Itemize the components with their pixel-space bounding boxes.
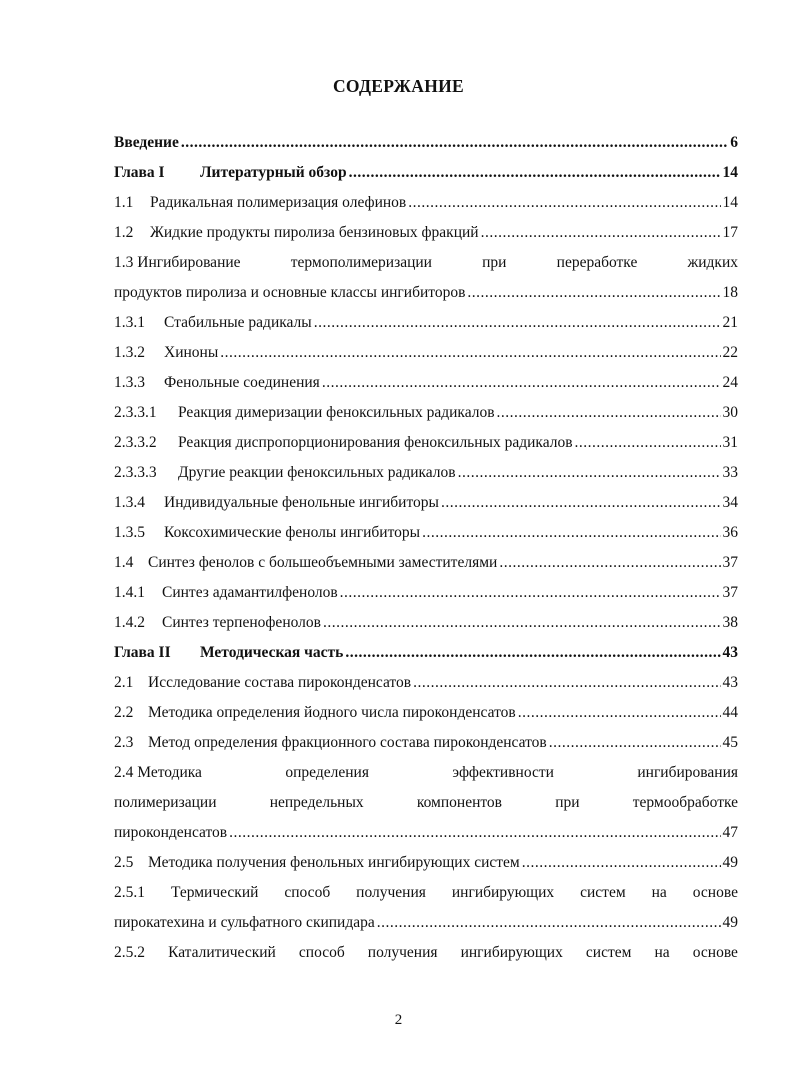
toc-number: 2.2 — [114, 704, 134, 721]
toc-word: на — [654, 944, 670, 961]
toc-page: 44 — [722, 704, 738, 721]
toc-entry — [114, 488, 738, 518]
dot-leader — [422, 518, 720, 548]
toc-word: способ — [284, 884, 331, 901]
toc-label: Фенольные соединения — [164, 374, 320, 391]
toc-page: 49 — [722, 854, 738, 871]
dot-leader — [522, 848, 721, 878]
toc-entry — [114, 368, 738, 398]
toc-page: 17 — [722, 224, 738, 241]
toc-label: Реакция диспропорционирования феноксильных радикалов — [178, 434, 573, 451]
toc-page: 24 — [722, 374, 738, 391]
toc-word: получения — [367, 944, 438, 961]
toc-page: 31 — [722, 434, 738, 451]
toc-word: ингибирующих — [451, 884, 555, 901]
toc-page: 38 — [722, 614, 738, 631]
toc-label: Введение — [114, 134, 179, 151]
dot-leader — [314, 308, 721, 338]
dot-leader — [181, 128, 728, 158]
toc-page: 21 — [722, 314, 738, 331]
toc-page: 18 — [722, 284, 738, 301]
page-title: СОДЕРЖАНИЕ — [332, 76, 464, 96]
toc-word: 2.5.2 — [114, 944, 145, 961]
toc-page: 49 — [722, 914, 738, 931]
toc-entry — [114, 338, 738, 368]
toc-number: 1.3.5 — [114, 524, 145, 541]
toc-word: жидких — [687, 254, 738, 271]
toc-number: Глава II — [114, 644, 171, 661]
toc-word: Термический — [170, 884, 259, 901]
toc-number: 2.3 — [114, 734, 134, 751]
toc-label: Литературный обзор — [200, 164, 347, 181]
toc-word: термополимеризации — [290, 254, 432, 271]
toc-page: 37 — [722, 584, 738, 601]
toc-entry — [114, 428, 738, 458]
toc-label: Методическая часть — [200, 644, 344, 661]
toc-label: пирокатехина и сульфатного скипидара — [114, 914, 375, 931]
toc-entry-line — [114, 878, 738, 908]
toc-number: 2.3.3.2 — [114, 434, 157, 451]
toc-entry — [114, 638, 738, 668]
toc-number: 1.4.2 — [114, 614, 145, 631]
toc-entry — [114, 548, 738, 578]
dot-leader — [349, 158, 721, 188]
toc-word: при — [482, 254, 507, 271]
toc-word: 1.3 Ингибирование — [114, 254, 241, 271]
toc-number: 2.1 — [114, 674, 134, 691]
toc-page: 14 — [722, 194, 738, 211]
toc-word: компонентов — [416, 794, 503, 811]
dot-leader — [377, 908, 721, 938]
dot-leader — [441, 488, 721, 518]
dot-leader — [229, 818, 720, 848]
toc-label: Метод определения фракционного состава пироконденсатов — [148, 734, 547, 751]
toc-entry — [114, 578, 738, 608]
toc-word: систем — [585, 944, 632, 961]
toc-word: Каталитический — [168, 944, 276, 961]
toc-word: систем — [580, 884, 626, 901]
toc-word: переработке — [556, 254, 638, 271]
toc-entry — [114, 398, 738, 428]
toc-page: 30 — [722, 404, 738, 421]
dot-leader — [575, 428, 721, 458]
toc-page: 37 — [722, 554, 738, 571]
toc-page: 22 — [722, 344, 738, 361]
toc-entry-line — [114, 788, 738, 818]
dot-leader — [499, 548, 720, 578]
toc-word: основе — [692, 944, 738, 961]
toc-entry — [114, 158, 738, 188]
toc-label: Хиноны — [164, 344, 219, 361]
toc-word: 2.5.1 — [114, 884, 145, 901]
toc-label: пироконденсатов — [114, 824, 228, 841]
toc-page: 36 — [722, 524, 738, 541]
toc-number: 2.3.3.3 — [114, 464, 157, 481]
dot-leader — [345, 638, 720, 668]
dot-leader — [518, 698, 721, 728]
toc-label: Синтез фенолов с большеобъемными заместителями — [148, 554, 498, 571]
dot-leader — [323, 608, 721, 638]
toc-label: Реакция димеризации феноксильных радикалов — [178, 404, 495, 421]
toc-number: 1.3.4 — [114, 494, 145, 511]
table-of-contents — [114, 128, 738, 968]
toc-entry — [114, 518, 738, 548]
toc-entry — [114, 278, 738, 308]
toc-entry — [114, 458, 738, 488]
toc-page: 43 — [722, 674, 738, 691]
toc-label: Коксохимические фенолы ингибиторы — [164, 524, 421, 541]
toc-entry — [114, 668, 738, 698]
toc-word: непредельных — [269, 794, 364, 811]
toc-entry — [114, 128, 738, 158]
toc-page: 43 — [722, 644, 738, 661]
toc-number: 1.1 — [114, 194, 134, 211]
dot-leader — [497, 398, 721, 428]
dot-leader — [340, 578, 721, 608]
dot-leader — [467, 278, 720, 308]
toc-label: Методика получения фенольных ингибирующих систем — [148, 854, 520, 871]
dot-leader — [408, 188, 720, 218]
toc-label: продуктов пиролиза и основные классы ингибиторов — [114, 284, 466, 301]
dot-leader — [413, 668, 720, 698]
toc-label: Синтез терпенофенолов — [162, 614, 321, 631]
toc-entry-line — [114, 758, 738, 788]
toc-word: при — [555, 794, 580, 811]
toc-word: способ — [298, 944, 345, 961]
toc-label: Радикальная полимеризация олефинов — [150, 194, 407, 211]
toc-word: 2.4 Методика — [114, 764, 202, 781]
toc-word: ингибирования — [637, 764, 738, 781]
dot-leader — [481, 218, 721, 248]
dot-leader — [458, 458, 721, 488]
toc-page: 14 — [722, 164, 738, 181]
toc-word: термообработке — [632, 794, 738, 811]
toc-page: 33 — [722, 464, 738, 481]
toc-number: 1.3.2 — [114, 344, 145, 361]
toc-number: 1.3.1 — [114, 314, 145, 331]
toc-entry — [114, 608, 738, 638]
toc-entry — [114, 818, 738, 848]
dot-leader — [220, 338, 720, 368]
toc-entry-line — [114, 248, 738, 278]
toc-entry — [114, 728, 738, 758]
toc-word: получения — [356, 884, 426, 901]
toc-entry — [114, 218, 738, 248]
toc-number: 1.4 — [114, 554, 134, 571]
toc-entry — [114, 308, 738, 338]
toc-page: 34 — [722, 494, 738, 511]
dot-leader — [549, 728, 721, 758]
toc-page: 6 — [730, 134, 738, 151]
dot-leader — [322, 368, 721, 398]
toc-number: 2.5 — [114, 854, 134, 871]
toc-number: 1.4.1 — [114, 584, 145, 601]
toc-word: основе — [692, 884, 738, 901]
toc-label: Жидкие продукты пиролиза бензиновых фракций — [150, 224, 479, 241]
toc-word: полимеризации — [114, 794, 217, 811]
toc-number: Глава I — [114, 164, 165, 181]
toc-number: 2.3.3.1 — [114, 404, 157, 421]
toc-word: на — [651, 884, 667, 901]
toc-number: 1.3.3 — [114, 374, 145, 391]
toc-label: Стабильные радикалы — [164, 314, 312, 331]
toc-page: 47 — [722, 824, 738, 841]
toc-label: Другие реакции феноксильных радикалов — [178, 464, 456, 481]
toc-word: ингибирующих — [460, 944, 563, 961]
toc-word: определения — [285, 764, 369, 781]
toc-label: Индивидуальные фенольные ингибиторы — [164, 494, 439, 511]
toc-entry — [114, 698, 738, 728]
toc-entry — [114, 908, 738, 938]
toc-entry-line — [114, 938, 738, 968]
toc-label: Методика определения йодного числа пироконденсатов — [148, 704, 516, 721]
toc-entry — [114, 848, 738, 878]
toc-page: 45 — [722, 734, 738, 751]
toc-label: Исследование состава пироконденсатов — [148, 674, 412, 691]
toc-label: Синтез адамантилфенолов — [162, 584, 338, 601]
toc-entry — [114, 188, 738, 218]
toc-word: эффективности — [452, 764, 554, 781]
page-number: 2 — [394, 1012, 403, 1028]
toc-number: 1.2 — [114, 224, 134, 241]
